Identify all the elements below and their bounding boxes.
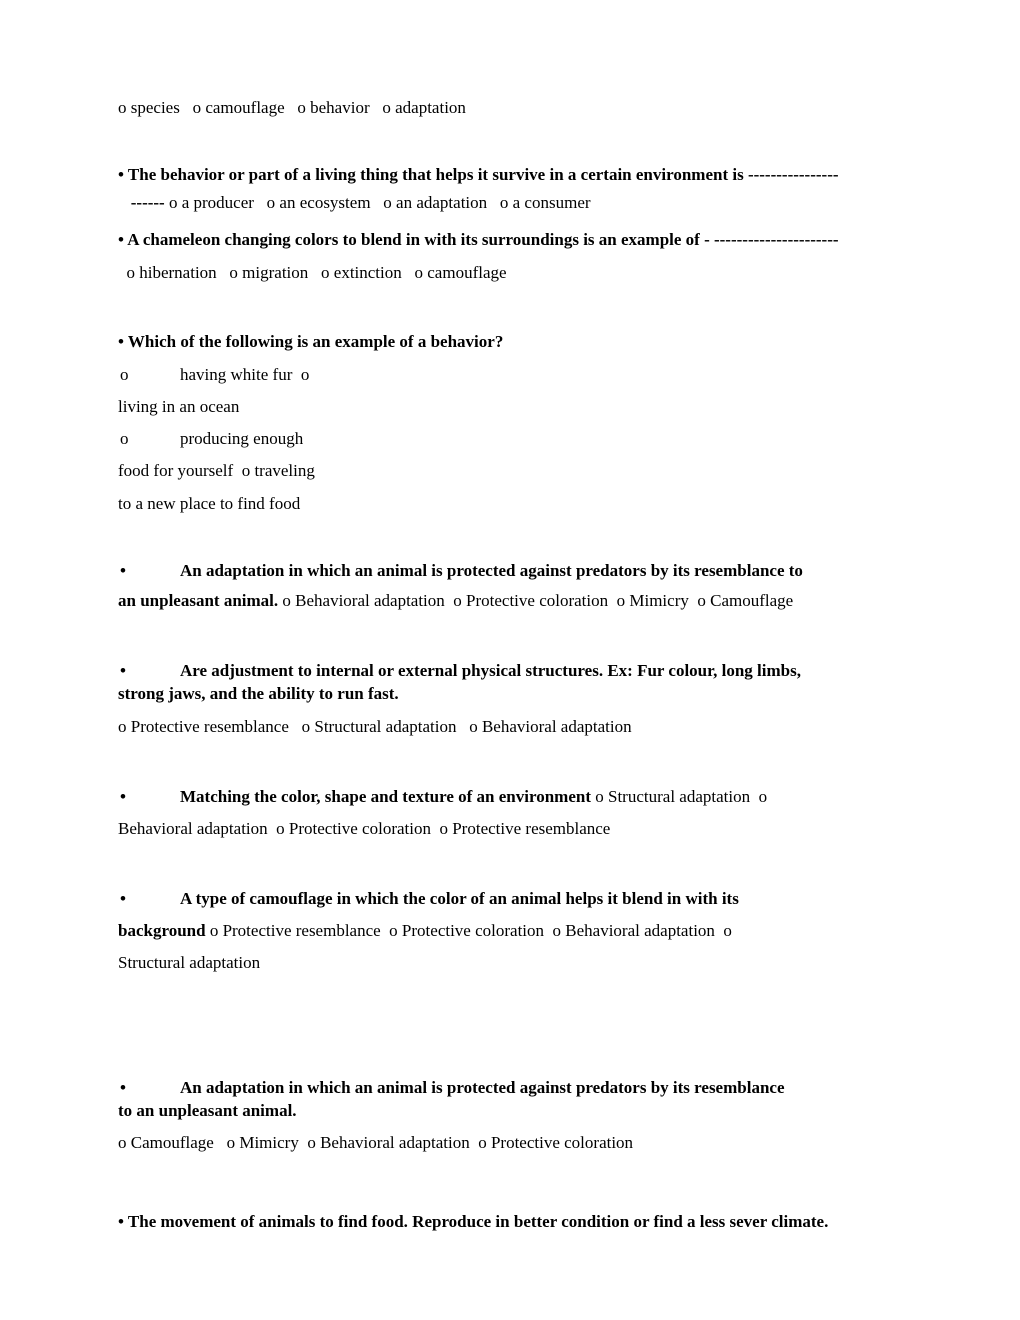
- text-line: [118, 193, 591, 213]
- answer-options: having white fur o: [180, 365, 310, 384]
- text-line: [118, 1212, 828, 1232]
- question-text: • The behavior or part of a living thing that helps it survive in a certain environment is ----------------: [118, 165, 839, 184]
- text-line: [118, 819, 610, 839]
- text-line: [118, 263, 507, 283]
- list-bullet: •: [120, 889, 126, 908]
- question-text: • The movement of animals to find food. Reproduce in better condition or find a less sever climate.: [118, 1212, 829, 1231]
- question-text: An adaptation in which an animal is protected against predators by its resemblance to: [180, 561, 803, 580]
- answer-options: o Protective resemblance o Protective coloration o Behavioral adaptation o: [205, 921, 732, 940]
- list-bullet: •: [120, 661, 126, 680]
- text-line: [118, 494, 300, 514]
- list-bullet: o: [120, 429, 129, 448]
- question-text: Are adjustment to internal or external physical structures. Ex: Fur colour, long limbs,: [180, 661, 801, 680]
- answer-options: o a producer o an ecosystem o an adaptation o a consumer: [168, 193, 591, 212]
- text-line: [180, 889, 739, 909]
- answer-options: Structural adaptation: [118, 953, 261, 972]
- text-line: [118, 461, 315, 481]
- text-line: [118, 953, 260, 973]
- text-line: [180, 787, 767, 807]
- answer-options: producing enough: [180, 429, 304, 448]
- text-line: [118, 332, 503, 352]
- text-line: [180, 561, 803, 581]
- answer-options: o Structural adaptation o: [591, 787, 768, 806]
- text-line: [118, 717, 632, 737]
- list-bullet: •: [120, 787, 126, 806]
- text-line: [180, 429, 303, 449]
- question-text: to an unpleasant animal.: [118, 1101, 297, 1120]
- text-line: [118, 1101, 297, 1121]
- answer-options: to a new place to find food: [118, 494, 301, 513]
- answer-options: o species o camouflage o behavior o adaptation: [118, 98, 466, 117]
- answer-options: Behavioral adaptation o Protective coloration o Protective resemblance: [118, 819, 611, 838]
- answer-options: o Behavioral adaptation o Protective coloration o Mimicry o Camouflage: [278, 591, 794, 610]
- list-bullet: •: [120, 1078, 126, 1097]
- text-line: [118, 230, 839, 250]
- question-text: A type of camouflage in which the color of an animal helps it blend in with its: [180, 889, 739, 908]
- list-bullet: o: [120, 365, 129, 384]
- question-text: Matching the color, shape and texture of an environment: [180, 787, 591, 806]
- answer-options: o Camouflage o Mimicry o Behavioral adaptation o Protective coloration: [118, 1133, 634, 1152]
- text-line: [118, 98, 466, 118]
- answer-options: food for yourself o traveling: [118, 461, 315, 480]
- text-line: [180, 365, 309, 385]
- question-text: An adaptation in which an animal is protected against predators by its resemblance: [180, 1078, 785, 1097]
- question-text: • Which of the following is an example of a behavior?: [118, 332, 504, 351]
- question-text: an unpleasant animal.: [118, 591, 279, 610]
- text-line: [118, 684, 399, 704]
- answer-options: o hibernation o migration o extinction o camouflage: [118, 263, 507, 282]
- list-bullet: •: [120, 561, 126, 580]
- text-line: [118, 1133, 633, 1153]
- text-line: [118, 397, 239, 417]
- text-line: [118, 921, 732, 941]
- answer-options: o Protective resemblance o Structural adaptation o Behavioral adaptation: [118, 717, 632, 736]
- text-line: [118, 591, 793, 611]
- text-line: [180, 661, 801, 681]
- question-text: • A chameleon changing colors to blend in with its surroundings is an example of - ----------------------: [118, 230, 839, 249]
- answer-options: living in an ocean: [118, 397, 240, 416]
- text-line: [118, 165, 839, 185]
- question-text: background: [118, 921, 206, 940]
- question-text: ------: [118, 193, 169, 212]
- text-line: [180, 1078, 785, 1098]
- question-text: strong jaws, and the ability to run fast.: [118, 684, 399, 703]
